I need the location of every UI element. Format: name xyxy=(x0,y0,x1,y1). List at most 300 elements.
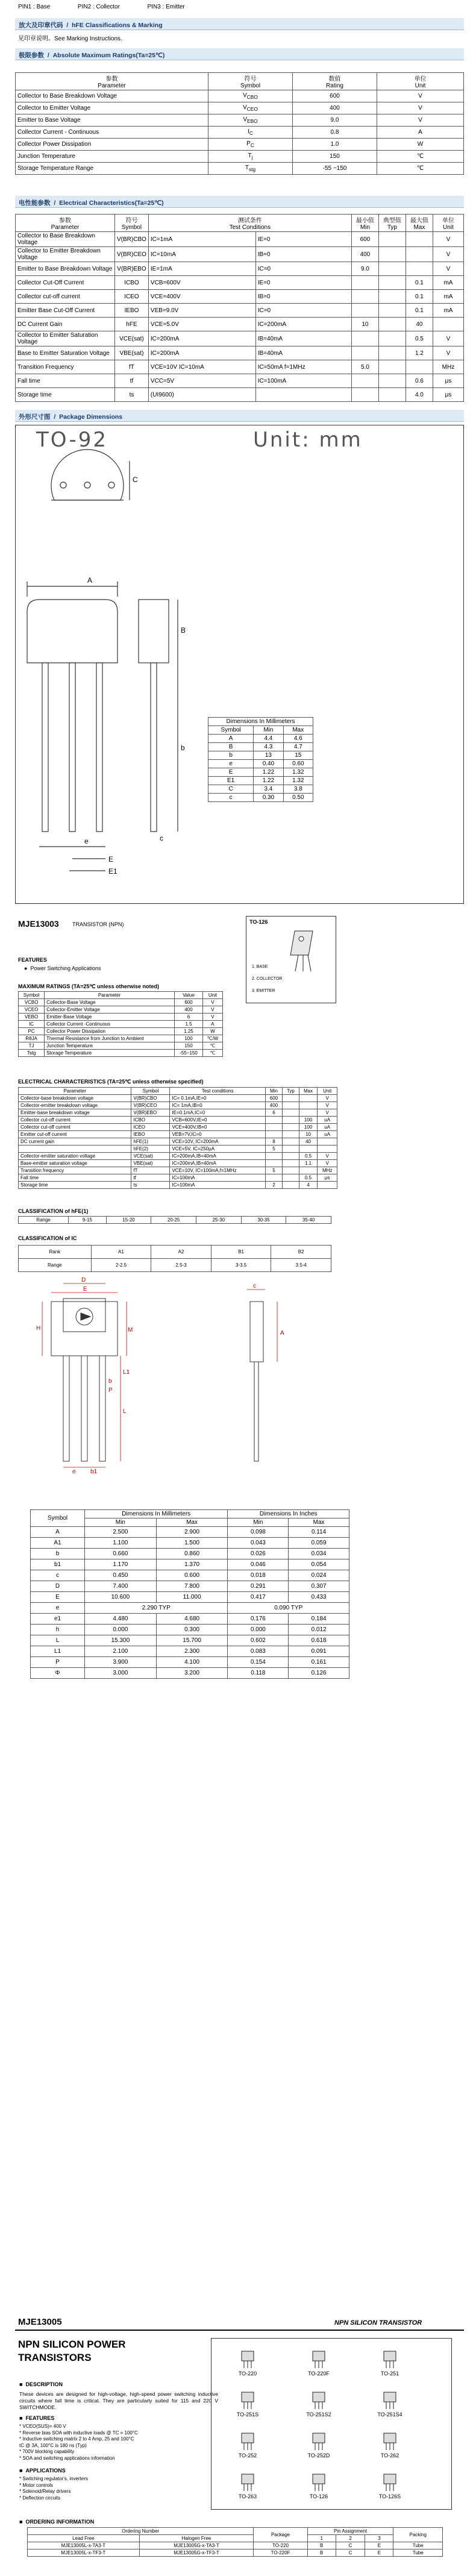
desc-title: ■ DESCRIPTION xyxy=(19,2381,63,2387)
mje13005-title: MJE13005 xyxy=(18,2317,62,2327)
mje-elec-cell: ICEO xyxy=(131,1124,170,1131)
elec-row xyxy=(16,360,464,374)
dimtable-cell: 2.100 xyxy=(85,1646,157,1657)
ic-rank-cell: B1 xyxy=(211,1246,271,1259)
package-item xyxy=(374,2473,406,2501)
dimtable-cell: 11.000 xyxy=(156,1592,228,1603)
mje-elec-cell: VCE=10V, IC=200mA xyxy=(170,1138,265,1145)
mje-elec-cell: Collector-base breakdown voltage xyxy=(19,1095,131,1102)
order-cell: B xyxy=(307,2542,336,2549)
typ-cell xyxy=(378,304,406,318)
dim-cell: 4.6 xyxy=(283,735,313,743)
dimtable-cell: 7.800 xyxy=(156,1581,228,1592)
mje-elec-row xyxy=(19,1167,337,1174)
elec-title: 电性能参数 / Electrical Characteristics(Ta=25℃) xyxy=(15,196,464,208)
max-cell: W xyxy=(202,1028,222,1035)
dimtable-cell: L xyxy=(31,1635,85,1646)
unit-cell: V xyxy=(433,247,463,262)
min-cell xyxy=(351,388,378,402)
package-icon xyxy=(378,2350,402,2369)
unit-cell: V xyxy=(433,262,463,276)
package-icon xyxy=(378,2391,402,2410)
mje-elec-row xyxy=(19,1182,337,1189)
cond1-cell: VCE=10V IC=10mA xyxy=(148,360,255,374)
mje-elec-cell xyxy=(299,1167,318,1174)
dimtable-cell: 0.026 xyxy=(228,1549,289,1559)
apps-title: ■ APPLICATIONS xyxy=(19,2468,66,2474)
package-label: TO-126 xyxy=(309,2493,328,2499)
cond2-cell: IC=0 xyxy=(255,262,351,276)
mje-elec-cell xyxy=(318,1138,337,1145)
mje-elec-cell xyxy=(265,1153,282,1160)
elec-row xyxy=(16,318,464,331)
max-cell: RθJA xyxy=(19,1035,45,1042)
to126-dim-table: Symbol Dimensions In Millimeters Dimensions In Inches Min Max Min Max A 2.500 2.900 0.098 0.114 A1 1.100 1.500 0.043 0.059 b 0.660 0.860 0.026 0.034 b1 1.170 1.370 0.046 0.054 c 0.450 0.600 0.018 0.024 D 7.400 7.800 0.291 0.307 E 10.600 11.000 0.417 0.433 e 2.290 TYP 0.090 TYP e1 4.480 4.680 0.176 0.184 h 0.000 0.300 0.000 0.012 L 15.300 15.700 0.602 0.618 L1 2.100 2.300 0.083 0.091 P 3.900 4.100 0.154 0.161 Φ 3.000 3.200 0.118 0.126 xyxy=(30,1509,349,1679)
mje-elec-cell xyxy=(299,1102,318,1109)
dimtable-cell: 0.300 xyxy=(156,1625,228,1635)
cond1-cell: (UI9600) xyxy=(148,388,255,402)
mje-elec-cell: VCE(sat) xyxy=(131,1153,170,1160)
package-label: TO-263 xyxy=(238,2493,257,2499)
cond2-cell: IB=40mA xyxy=(255,346,351,360)
max-cell: Emitter-Base Voltage xyxy=(45,1014,175,1021)
ic-rank-cell: B2 xyxy=(271,1246,331,1259)
dimtable-cell: 0.184 xyxy=(289,1614,349,1625)
dimtable-cell: 0.083 xyxy=(228,1646,289,1657)
max-cell: V xyxy=(202,999,222,1006)
param-cell: Collector to Base Breakdown Voltage xyxy=(16,90,208,102)
dimtable-cell: 0.450 xyxy=(85,1570,157,1581)
dimtable-cell: 0.433 xyxy=(289,1592,349,1603)
dimtable-cell: 0.043 xyxy=(228,1538,289,1549)
mje13005-right-title: NPN SILICON TRANSISTOR xyxy=(334,2319,422,2327)
cond2-cell: IC=100mA xyxy=(255,374,351,388)
symbol-cell: V(BR)EBO xyxy=(115,262,149,276)
dimtable-cell: 0.090 TYP xyxy=(228,1603,349,1614)
dim-cell: b xyxy=(208,751,254,760)
mje-elec-row xyxy=(19,1124,337,1131)
dimtable-row xyxy=(31,1635,349,1646)
mje-elec-cell xyxy=(283,1182,299,1189)
order-cell: E xyxy=(365,2542,393,2549)
max-cell: TJ xyxy=(19,1042,45,1050)
max-row xyxy=(19,1006,223,1014)
max-row xyxy=(19,999,223,1006)
package-label: TO-251S4 xyxy=(377,2411,402,2418)
dimtable-cell: 4.480 xyxy=(85,1614,157,1625)
mje-elec-cell: uA xyxy=(318,1131,337,1138)
ic-table: Rank A1 A2 B1 B2 Range 2-2.5 2.5-3 3-3.5 3.5-4 xyxy=(18,1245,331,1272)
mje13003-max-table: Symbol Parameter Value Unit VCBO Collector-Base Voltage 600 V VCEO Collector-Emitter Voltage 400 V VEBO Emitter-Base Voltage 6 V IC Collector Current -Continuous 1.5 A PC Collector Power Dissipation 1.25 W RθJA Thermal Resistance from Junction to Ambient 100 ℃/W TJ Junction Temperature 150 ℃ Tstg Storage Temperature -55~150 ℃ xyxy=(18,991,223,1057)
mje-elec-cell xyxy=(283,1160,299,1167)
dimtable-row xyxy=(31,1625,349,1635)
mje-elec-cell: Collector-emitter saturation voltage xyxy=(19,1153,131,1160)
unit-cell: mA xyxy=(433,304,463,318)
hand-unit: Unit: mm xyxy=(253,428,363,452)
package-item xyxy=(374,2432,406,2460)
param-cell: Junction Temperature xyxy=(16,151,208,163)
mje-elec-cell: V xyxy=(318,1160,337,1167)
order-cell: Tube xyxy=(393,2542,443,2549)
symbol-cell: VCE(sat) xyxy=(115,331,149,346)
cond2-cell: IB=40mA xyxy=(255,331,351,346)
typ-cell xyxy=(378,346,406,360)
max-cell xyxy=(406,360,433,374)
hfe1-table: Range 9-15 15-20 20-25 25-30 30-35 35-40 xyxy=(18,1216,331,1224)
mje-elec-cell: V xyxy=(318,1109,337,1117)
package-icon xyxy=(378,2473,402,2492)
package-icon xyxy=(307,2432,331,2451)
mje-elec-cell: IC=200mA,IB=40mA xyxy=(170,1160,265,1167)
mje-elec-cell: IEBO xyxy=(131,1131,170,1138)
typ-cell xyxy=(378,360,406,374)
cond1-cell: IE=1mA xyxy=(148,262,255,276)
max-cell: V xyxy=(202,1014,222,1021)
mje-elec-cell: 0.5 xyxy=(299,1174,318,1182)
mje-elec-cell xyxy=(265,1131,282,1138)
max-cell xyxy=(406,232,433,247)
mje-elec-cell xyxy=(299,1145,318,1153)
order-cell: TO-220F xyxy=(254,2549,307,2557)
dim-cell: C xyxy=(208,785,254,794)
symbol-cell: V(BR)CEO xyxy=(115,247,149,262)
dimtable-row xyxy=(31,1570,349,1581)
dim-cell: E1 xyxy=(208,777,254,785)
cond1-cell: VCB=600V xyxy=(148,276,255,290)
mje-elec-cell: V(BR)CEO xyxy=(131,1102,170,1109)
dimtable-cell: A1 xyxy=(31,1538,85,1549)
mje-elec-cell: V(BR)EBO xyxy=(131,1109,170,1117)
unit-cell: mA xyxy=(433,290,463,304)
symbol-cell: tf xyxy=(115,374,149,388)
max-cell: 150 xyxy=(175,1042,203,1050)
cond1-cell: VEB=9.0V xyxy=(148,304,255,318)
symbol-cell: fT xyxy=(115,360,149,374)
min-cell: 5.0 xyxy=(351,360,378,374)
package-item xyxy=(232,2473,263,2501)
package-label: TO-126S xyxy=(378,2493,401,2499)
max-ratings-title: MAXIMUM RATINGS (TA=25℃ unless otherwise noted) xyxy=(18,983,160,989)
label-E1: E1 xyxy=(108,867,117,876)
max-cell: 400 xyxy=(175,1006,203,1014)
mje-elec-cell: Transition frequency xyxy=(19,1167,131,1174)
package-item xyxy=(232,2350,263,2378)
mje-elec-cell: hFE(1) xyxy=(131,1138,170,1145)
dimtable-row xyxy=(31,1559,349,1570)
svg-text:A: A xyxy=(280,1330,284,1337)
dimtable-cell: 0.000 xyxy=(228,1625,289,1635)
elec-row xyxy=(16,346,464,360)
param-cell: Collector to Emitter Saturation Voltage xyxy=(16,331,115,346)
order-cell: C xyxy=(336,2542,365,2549)
to126-icon xyxy=(283,928,331,976)
param-cell: Collector Power Dissipation xyxy=(16,139,208,151)
max-cell: Thermal Resistance from Junction to Ambient xyxy=(45,1035,175,1042)
typ-cell xyxy=(378,247,406,262)
mje-elec-row xyxy=(19,1160,337,1167)
dim-cell: 0.40 xyxy=(254,760,283,768)
dimtable-cell: 0.114 xyxy=(289,1527,349,1538)
cond2-cell: IC=200mA xyxy=(255,318,351,331)
symbol-cell: $V_{CEO}$ xyxy=(208,102,293,114)
mje-elec-row xyxy=(19,1138,337,1145)
mje-elec-cell: 1.1 xyxy=(299,1160,318,1167)
mje13003-elec-table: Parameter Symbol Test conditions Min Typ Max Unit Collector-base breakdown voltage V(BR)CBO IC= 0.1mA,IE=0 600 V Collector-emitter breakdown voltage V(BR)CEO IC= 1mA,IB=0 400 V Emitter-base breakdown voltage V(BR)EBO IE=0.1mA,IC=0 6 V Collector cut-off current ICBO VCB=600V,IE=0 100 uA Collector cut-off current ICEO VCE=400V,IB=0 100 uA Emitter cut-off current IEBO VEB=7V,IC=0 10 uA DC current gain hFE(1) VCE=10V, IC=200mA 8 40 hFE(2) VCE=5V, IC=250μA 5 Collector-emitter saturation voltage VCE(sat) IC=200mA,IB=40mA 0.5 V Base-emitter saturation voltage VBE(sat) IC=200mA,IB=40mA 1.1 V Transition frequency fT VCE=10V, IC=100mA,f=1MHz 5 MHz Fall time tf IC=100mA 0.5 μs Storage time ts IC=100mA 2 4 xyxy=(18,1087,337,1189)
dimtable-row xyxy=(31,1668,349,1679)
max-row xyxy=(19,1014,223,1021)
unit-cell xyxy=(433,318,463,331)
package-item xyxy=(232,2432,263,2460)
max-row xyxy=(19,1042,223,1050)
mje-elec-cell: VBE(sat) xyxy=(131,1160,170,1167)
abs-max-header: 参数 Parameter 符号 Symbol 数值 Rating 单位 Unit xyxy=(16,73,464,90)
label-B: B xyxy=(181,626,186,635)
mje-elec-row xyxy=(19,1153,337,1160)
dim-cell: e xyxy=(208,760,254,768)
package-item xyxy=(303,2350,334,2378)
ic-title: CLASSIFICATION of IC xyxy=(18,1235,77,1241)
abs-max-table xyxy=(15,72,464,175)
unit-cell: W xyxy=(377,139,464,151)
symbol-cell: $T_{stg}$ xyxy=(208,163,293,175)
mje-elec-cell: VCB=600V,IE=0 xyxy=(170,1117,265,1124)
dimtable-cell: D xyxy=(31,1581,85,1592)
max-cell: Collector-Emitter Voltage xyxy=(45,1006,175,1014)
dim-row xyxy=(208,751,313,760)
package-label: TO-251S2 xyxy=(306,2411,331,2418)
max-cell: 100 xyxy=(175,1035,203,1042)
dim-cell: 4.3 xyxy=(254,743,283,751)
dim-cell: 1.32 xyxy=(283,768,313,777)
mje-elec-cell xyxy=(318,1182,337,1189)
order-cell: MJE13005G-x-TA3-T xyxy=(139,2542,254,2549)
max-cell: VCEO xyxy=(19,1006,45,1014)
mje-elec-cell: Fall time xyxy=(19,1174,131,1182)
abs-max-row xyxy=(16,90,464,102)
package-label: TO-252 xyxy=(238,2452,257,2458)
to92-dim-table: Dimensions In Millimeters Symbol Min Max A 4.4 4.6 B 4.3 4.7 b 13 15 e 0.40 0.60 E 1.22 1.32 E1 1.22 1.32 C 3.4 3.8 c 0.30 0.50 xyxy=(208,717,313,802)
param-cell: Fall time xyxy=(16,374,115,388)
max-cell: 600 xyxy=(175,999,203,1006)
label-E: E xyxy=(108,855,114,863)
dimtable-cell: 2.900 xyxy=(156,1527,228,1538)
mje-elec-cell: 10 xyxy=(299,1131,318,1138)
symbol-cell: V(BR)CBO xyxy=(115,232,149,247)
dimtable-cell: 0.417 xyxy=(228,1592,289,1603)
mje-elec-cell: Emitter-base breakdown voltage xyxy=(19,1109,131,1117)
dim-cell: c xyxy=(208,794,254,802)
min-cell xyxy=(351,331,378,346)
max-cell: ℃ xyxy=(202,1042,222,1050)
ic-rank-cell: A1 xyxy=(91,1246,151,1259)
symbol-cell: ICEO xyxy=(115,290,149,304)
mje-elec-cell: IC=200mA,IB=40mA xyxy=(170,1153,265,1160)
param-cell: Emitter Base Cut-Off Current xyxy=(16,304,115,318)
order-cell: B xyxy=(307,2549,336,2557)
dim-cell: 15 xyxy=(283,751,313,760)
max-cell: 0.1 xyxy=(406,290,433,304)
elec-row xyxy=(16,388,464,402)
cond2-cell: IC=50mA f=1MHz xyxy=(255,360,351,374)
dimtable-cell: 0.307 xyxy=(289,1581,349,1592)
mje-elec-cell: IC=100mA xyxy=(170,1174,265,1182)
symbol-cell: ts xyxy=(115,388,149,402)
dimtable-cell: 10.600 xyxy=(85,1592,157,1603)
param-cell: Collector Cut-Off Current xyxy=(16,276,115,290)
package-icon xyxy=(236,2473,260,2492)
dimtable-cell: 0.034 xyxy=(289,1549,349,1559)
min-cell xyxy=(351,346,378,360)
dimtable-cell: 3.200 xyxy=(156,1668,228,1679)
dimtable-row xyxy=(31,1549,349,1559)
order-cell: Tube xyxy=(393,2549,443,2557)
cond1-cell: VCE=5.0V xyxy=(148,318,255,331)
min-cell: 600 xyxy=(351,232,378,247)
rating-cell: 1.0 xyxy=(293,139,377,151)
max-cell: Collector Power Dissipation xyxy=(45,1028,175,1035)
max-row xyxy=(19,1028,223,1035)
dim-cell: 0.60 xyxy=(283,760,313,768)
dimtable-cell: 0.024 xyxy=(289,1570,349,1581)
mje-elec-cell: fT xyxy=(131,1167,170,1174)
dim-cell: 0.30 xyxy=(254,794,283,802)
mje-elec-cell: IC= 0.1mA,IE=0 xyxy=(170,1095,265,1102)
max-cell: -55~150 xyxy=(175,1050,203,1057)
mje-elec-cell: Collector cut-off current xyxy=(19,1117,131,1124)
desc-text: These devices are designed for high-voltage, high-speed power switching inductive circuits where fall time is critical. They are particularly suited for 115 and 220 V SWITCHMODE. xyxy=(19,2391,218,2410)
mje-elec-cell: tf xyxy=(131,1174,170,1182)
dimtable-cell: 7.400 xyxy=(85,1581,157,1592)
dimtable-cell: h xyxy=(31,1625,85,1635)
mje-elec-cell: V xyxy=(318,1095,337,1102)
symbol-cell: $I_C$ xyxy=(208,127,293,139)
rating-cell: -55 ~150 xyxy=(293,163,377,175)
package-icon xyxy=(307,2391,331,2410)
param-cell: Transition Frequency xyxy=(16,360,115,374)
mje-elec-cell: Storage time xyxy=(19,1182,131,1189)
elec-row xyxy=(16,304,464,318)
max-row xyxy=(19,1050,223,1057)
max-cell: Collector-Base Voltage xyxy=(45,999,175,1006)
dimtable-cell: 15.300 xyxy=(85,1635,157,1646)
mje-elec-cell: VCE=400V,IB=0 xyxy=(170,1124,265,1131)
mje-elec-cell xyxy=(265,1174,282,1182)
typ-cell xyxy=(378,262,406,276)
dimtable-cell: 1.370 xyxy=(156,1559,228,1570)
pin-line xyxy=(18,4,185,10)
svg-text:P: P xyxy=(108,1387,113,1394)
max-cell: VCBO xyxy=(19,999,45,1006)
dimtable-row xyxy=(31,1538,349,1549)
package-label: TO-220F xyxy=(308,2371,330,2377)
dim-title: Dimensions In Millimeters xyxy=(208,718,313,726)
cond1-cell: VCE=400V xyxy=(148,290,255,304)
ic-range-cell: 3.5-4 xyxy=(271,1259,331,1272)
max-cell: Collector Current -Continuous xyxy=(45,1021,175,1028)
cond1-cell: IC=200mA xyxy=(148,346,255,360)
package-icon xyxy=(236,2391,260,2410)
label-e: e xyxy=(84,837,89,845)
label-C: C xyxy=(133,475,138,484)
mje-elec-cell: 4 xyxy=(299,1182,318,1189)
to92-drawing xyxy=(15,425,464,904)
dimtable-cell: 0.012 xyxy=(289,1625,349,1635)
mje-elec-cell xyxy=(283,1124,299,1131)
mje-elec-cell: 5 xyxy=(265,1145,282,1153)
mje-elec-cell xyxy=(283,1109,299,1117)
mje-elec-cell: 400 xyxy=(265,1102,282,1109)
dimtable-cell: 0.000 xyxy=(85,1625,157,1635)
mje-elec-cell: IE=0.1mA,IC=0 xyxy=(170,1109,265,1117)
package-item xyxy=(232,2391,263,2419)
typ-cell xyxy=(378,232,406,247)
dim-row xyxy=(208,785,313,794)
unit-cell: V xyxy=(377,102,464,114)
min-cell: 10 xyxy=(351,318,378,331)
cond2-cell xyxy=(255,388,351,402)
mje-elec-cell: 5 xyxy=(265,1167,282,1174)
package-item xyxy=(303,2473,334,2501)
cond1-cell: IC=1mA xyxy=(148,232,255,247)
dimtable-cell: 0.018 xyxy=(228,1570,289,1581)
max-cell: 40 xyxy=(406,318,433,331)
unit-cell: V xyxy=(377,90,464,102)
hfe1-cell: 35-40 xyxy=(286,1217,331,1224)
dimtable-cell: 1.170 xyxy=(85,1559,157,1570)
dim-cell: 4.4 xyxy=(254,735,283,743)
mje-elec-cell xyxy=(265,1117,282,1124)
max-cell: ℃ xyxy=(202,1050,222,1057)
package-icon xyxy=(307,2350,331,2369)
features13005-title: ■ FEATURES xyxy=(19,2415,55,2421)
mje-elec-cell xyxy=(19,1145,131,1153)
rating-cell: 600 xyxy=(293,90,377,102)
dim-row xyxy=(208,794,313,802)
dim-cell: E xyxy=(208,768,254,777)
mje-elec-row xyxy=(19,1102,337,1109)
dimtable-cell: 1.100 xyxy=(85,1538,157,1549)
mje13003-features-title: FEATURES xyxy=(18,957,47,963)
dimtable-cell: Φ xyxy=(31,1668,85,1679)
apps-list: * Switching regulator's, inverters * Motor controls * Solenoid/Relay drivers * Deflection circuits xyxy=(19,2476,89,2501)
unit-cell: V xyxy=(433,331,463,346)
mje-elec-cell: MHz xyxy=(318,1167,337,1174)
elec-row xyxy=(16,262,464,276)
mje-elec-cell xyxy=(283,1131,299,1138)
pin3: PIN3 : Emitter xyxy=(147,4,185,10)
elec-row xyxy=(16,247,464,262)
svg-text:b1: b1 xyxy=(90,1468,98,1473)
mje-elec-cell xyxy=(283,1174,299,1182)
dimtable-row xyxy=(31,1603,349,1614)
max-cell: 1.25 xyxy=(175,1028,203,1035)
dimtable-cell: L1 xyxy=(31,1646,85,1657)
dimtable-cell: 0.176 xyxy=(228,1614,289,1625)
mje-elec-cell xyxy=(283,1095,299,1102)
mje13003-title: MJE13003 xyxy=(18,919,59,929)
cond1-cell: VCC=5V xyxy=(148,374,255,388)
unit-cell: μs xyxy=(433,388,463,402)
dim-cell: B xyxy=(208,743,254,751)
abs-max-row xyxy=(16,151,464,163)
dim-cell: 1.22 xyxy=(254,777,283,785)
package-label: TO-220 xyxy=(238,2371,257,2377)
param-cell: Base to Emitter Saturation Voltage xyxy=(16,346,115,360)
package-label: TO-251 xyxy=(380,2371,399,2377)
max-cell: A xyxy=(202,1021,222,1028)
mje-elec-cell: Emitter cut-off current xyxy=(19,1131,131,1138)
mje-elec-row xyxy=(19,1131,337,1138)
